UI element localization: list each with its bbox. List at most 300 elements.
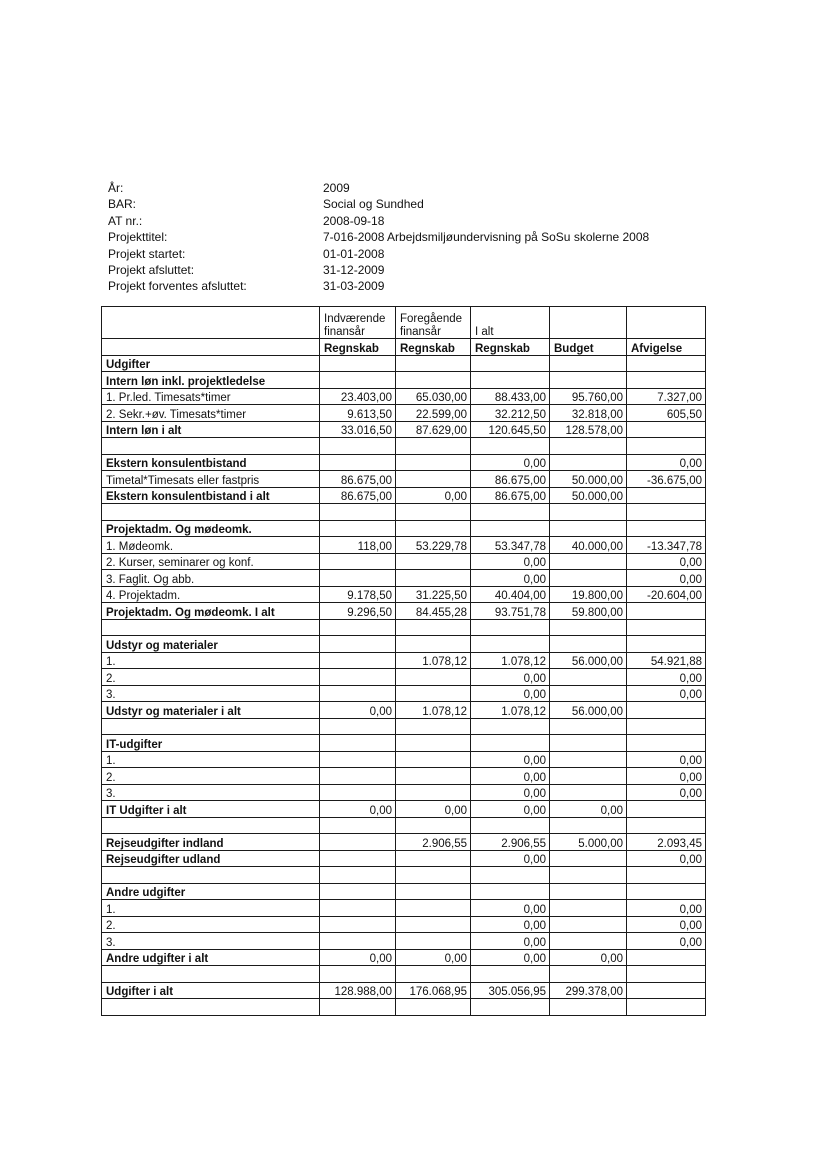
row-value-cell <box>396 718 471 735</box>
header-budget: Budget <box>550 339 627 356</box>
header-blank-afvigelse <box>627 307 706 339</box>
row-value-cell <box>550 784 627 801</box>
row-value-cell <box>550 735 627 752</box>
row-value-cell <box>396 933 471 950</box>
table-row <box>102 685 706 702</box>
table-row <box>102 487 706 504</box>
row-value-cell: 0,00 <box>627 751 706 768</box>
row-value-cell <box>396 916 471 933</box>
header-regnskab-2: Regnskab <box>396 339 471 356</box>
row-label: Udgifter <box>102 355 320 372</box>
row-value-cell: 0,00 <box>471 949 550 966</box>
row-value-cell: 40.404,00 <box>471 586 550 603</box>
row-value-cell <box>471 355 550 372</box>
row-value-cell: 88.433,00 <box>471 388 550 405</box>
header-foregaaende: Foregående finansår <box>396 307 471 339</box>
row-label: 2. <box>102 916 320 933</box>
row-value-cell: 95.760,00 <box>550 388 627 405</box>
row-label: IT Udgifter i alt <box>102 801 320 818</box>
row-value-cell <box>396 504 471 521</box>
row-value-cell <box>320 372 396 389</box>
row-value-cell <box>320 636 396 653</box>
table-row <box>102 768 706 785</box>
row-value-cell <box>396 454 471 471</box>
row-label: Andre udgifter i alt <box>102 949 320 966</box>
row-value-cell <box>627 801 706 818</box>
table-row <box>102 916 706 933</box>
header-indvaerende: Indværende finansår <box>320 307 396 339</box>
row-value-cell <box>471 718 550 735</box>
row-label: Ekstern konsulentbistand i alt <box>102 487 320 504</box>
row-label: Udstyr og materialer i alt <box>102 702 320 719</box>
row-value-cell <box>396 900 471 917</box>
afsluttet-value: 31-12-2009 <box>323 263 385 278</box>
table-row <box>102 504 706 521</box>
row-label: Intern løn i alt <box>102 421 320 438</box>
table-row <box>102 850 706 867</box>
row-value-cell: 32.818,00 <box>550 405 627 422</box>
row-label <box>102 966 320 983</box>
bar-value: Social og Sundhed <box>323 197 424 212</box>
table-row <box>102 405 706 422</box>
table-row <box>102 900 706 917</box>
row-label: Udstyr og materialer <box>102 636 320 653</box>
row-value-cell: 9.296,50 <box>320 603 396 620</box>
row-value-cell <box>627 372 706 389</box>
table-row <box>102 355 706 372</box>
row-value-cell <box>320 867 396 884</box>
row-value-cell: 50.000,00 <box>550 471 627 488</box>
row-value-cell: 0,00 <box>550 949 627 966</box>
row-value-cell <box>471 438 550 455</box>
row-value-cell: 65.030,00 <box>396 388 471 405</box>
table-row <box>102 834 706 851</box>
row-label: 3. <box>102 933 320 950</box>
row-value-cell <box>320 735 396 752</box>
atnr-label: AT nr.: <box>108 213 143 228</box>
row-value-cell <box>550 685 627 702</box>
row-value-cell <box>320 570 396 587</box>
row-value-cell: 605,50 <box>627 405 706 422</box>
table-row <box>102 537 706 554</box>
row-value-cell <box>320 784 396 801</box>
table-row <box>102 784 706 801</box>
row-value-cell <box>471 883 550 900</box>
row-value-cell: -20.604,00 <box>627 586 706 603</box>
row-value-cell <box>320 504 396 521</box>
row-value-cell: 31.225,50 <box>396 586 471 603</box>
row-label <box>102 999 320 1016</box>
row-value-cell <box>320 669 396 686</box>
row-value-cell <box>320 834 396 851</box>
row-value-cell: 0,00 <box>471 685 550 702</box>
header-blank-budget <box>550 307 627 339</box>
table-row <box>102 438 706 455</box>
forventes-label: Projekt forventes afsluttet: <box>108 279 247 294</box>
row-value-cell: 0,00 <box>627 553 706 570</box>
row-value-cell <box>396 438 471 455</box>
table-row <box>102 966 706 983</box>
row-value-cell <box>396 735 471 752</box>
row-label: Projektadm. Og mødeomk. <box>102 520 320 537</box>
row-value-cell <box>471 817 550 834</box>
row-value-cell <box>627 636 706 653</box>
row-value-cell: 299.378,00 <box>550 982 627 999</box>
row-value-cell: 86.675,00 <box>471 471 550 488</box>
row-value-cell <box>550 355 627 372</box>
row-label <box>102 867 320 884</box>
row-value-cell: 305.056,95 <box>471 982 550 999</box>
row-label: 1. <box>102 900 320 917</box>
row-value-cell <box>396 685 471 702</box>
row-value-cell <box>320 999 396 1016</box>
row-value-cell: 1.078,12 <box>396 652 471 669</box>
row-value-cell <box>320 850 396 867</box>
row-value-cell <box>550 817 627 834</box>
row-label: 1. Mødeomk. <box>102 537 320 554</box>
row-value-cell <box>320 768 396 785</box>
row-label <box>102 619 320 636</box>
row-value-cell <box>471 735 550 752</box>
row-label: 1. <box>102 751 320 768</box>
row-value-cell: 1.078,12 <box>471 652 550 669</box>
row-value-cell <box>627 883 706 900</box>
row-value-cell: 0,00 <box>471 916 550 933</box>
row-value-cell <box>550 883 627 900</box>
meta-row-startet <box>108 246 649 262</box>
row-label <box>102 438 320 455</box>
meta-row-bar <box>108 196 649 212</box>
row-value-cell: 0,00 <box>627 784 706 801</box>
header-regnskab-1: Regnskab <box>320 339 396 356</box>
row-value-cell <box>471 619 550 636</box>
row-value-cell: 19.800,00 <box>550 586 627 603</box>
row-value-cell: 93.751,78 <box>471 603 550 620</box>
row-value-cell: 0,00 <box>627 850 706 867</box>
row-value-cell: 2.906,55 <box>396 834 471 851</box>
row-value-cell: 0,00 <box>396 487 471 504</box>
row-value-cell: 40.000,00 <box>550 537 627 554</box>
header-blank-cell <box>102 307 320 339</box>
row-value-cell <box>550 570 627 587</box>
row-value-cell: 84.455,28 <box>396 603 471 620</box>
row-value-cell: 87.629,00 <box>396 421 471 438</box>
row-value-cell <box>320 438 396 455</box>
table-row <box>102 372 706 389</box>
row-label: 3. Faglit. Og abb. <box>102 570 320 587</box>
titel-value: 7-016-2008 Arbejdsmiljøundervisning på SoSu skolerne 2008 <box>323 230 650 245</box>
table-row <box>102 471 706 488</box>
table-row <box>102 652 706 669</box>
row-value-cell: 0,00 <box>471 784 550 801</box>
forventes-value: 31-03-2009 <box>323 279 385 294</box>
table-row <box>102 867 706 884</box>
row-value-cell <box>627 520 706 537</box>
table-row <box>102 982 706 999</box>
row-value-cell <box>396 999 471 1016</box>
row-value-cell: 0,00 <box>627 933 706 950</box>
row-value-cell <box>396 372 471 389</box>
row-value-cell: 118,00 <box>320 537 396 554</box>
row-value-cell: 0,00 <box>471 454 550 471</box>
row-value-cell <box>627 619 706 636</box>
row-value-cell: 59.800,00 <box>550 603 627 620</box>
row-label: Timetal*Timesats eller fastpris <box>102 471 320 488</box>
table-row <box>102 586 706 603</box>
row-value-cell <box>550 751 627 768</box>
table-row <box>102 603 706 620</box>
row-label: IT-udgifter <box>102 735 320 752</box>
row-value-cell <box>396 619 471 636</box>
row-label: Rejseudgifter indland <box>102 834 320 851</box>
bar-label: BAR: <box>108 197 137 212</box>
row-label: 2. <box>102 669 320 686</box>
row-label: 2. Sekr.+øv. Timesats*timer <box>102 405 320 422</box>
row-value-cell: 0,00 <box>471 751 550 768</box>
row-value-cell <box>320 454 396 471</box>
row-label: 1. <box>102 652 320 669</box>
row-value-cell: 0,00 <box>627 916 706 933</box>
table-row <box>102 636 706 653</box>
row-value-cell <box>627 702 706 719</box>
row-value-cell <box>627 735 706 752</box>
row-label: Andre udgifter <box>102 883 320 900</box>
row-value-cell <box>396 570 471 587</box>
row-value-cell: 0,00 <box>471 933 550 950</box>
row-value-cell <box>627 867 706 884</box>
table-row <box>102 883 706 900</box>
row-label: 2. Kurser, seminarer og konf. <box>102 553 320 570</box>
row-value-cell <box>320 883 396 900</box>
row-value-cell: 0,00 <box>320 949 396 966</box>
row-value-cell <box>471 966 550 983</box>
row-value-cell <box>320 817 396 834</box>
row-value-cell: 32.212,50 <box>471 405 550 422</box>
row-value-cell: 86.675,00 <box>471 487 550 504</box>
row-value-cell <box>627 603 706 620</box>
row-value-cell <box>550 867 627 884</box>
row-label: Rejseudgifter udland <box>102 850 320 867</box>
row-label: 3. <box>102 784 320 801</box>
table-row <box>102 421 706 438</box>
row-value-cell <box>320 966 396 983</box>
table-row <box>102 669 706 686</box>
row-value-cell: 0,00 <box>627 900 706 917</box>
header-blank-cell-2 <box>102 339 320 356</box>
table-row <box>102 619 706 636</box>
row-value-cell: 0,00 <box>627 669 706 686</box>
row-value-cell <box>471 520 550 537</box>
row-value-cell <box>320 900 396 917</box>
row-value-cell <box>396 520 471 537</box>
row-value-cell: 0,00 <box>396 949 471 966</box>
table-row <box>102 388 706 405</box>
ar-label: År: <box>108 181 124 195</box>
row-label: Udgifter i alt <box>102 982 320 999</box>
row-value-cell <box>320 718 396 735</box>
row-value-cell <box>320 619 396 636</box>
row-label: 4. Projektadm. <box>102 586 320 603</box>
startet-label: Projekt startet: <box>108 246 186 261</box>
row-value-cell: 54.921,88 <box>627 652 706 669</box>
meta-row-titel <box>108 229 649 245</box>
table-row <box>102 933 706 950</box>
row-value-cell <box>550 454 627 471</box>
row-value-cell: -13.347,78 <box>627 537 706 554</box>
table-row <box>102 718 706 735</box>
row-value-cell <box>627 817 706 834</box>
row-value-cell <box>627 421 706 438</box>
row-value-cell <box>396 768 471 785</box>
row-value-cell: 128.988,00 <box>320 982 396 999</box>
row-value-cell <box>396 966 471 983</box>
row-value-cell: -36.675,00 <box>627 471 706 488</box>
header-row-periods <box>102 307 706 339</box>
row-value-cell <box>396 355 471 372</box>
table-row <box>102 949 706 966</box>
row-value-cell: 0,00 <box>471 900 550 917</box>
row-value-cell: 0,00 <box>471 801 550 818</box>
table-row <box>102 553 706 570</box>
table-row <box>102 817 706 834</box>
row-label: 2. <box>102 768 320 785</box>
row-label <box>102 817 320 834</box>
row-value-cell: 56.000,00 <box>550 652 627 669</box>
row-value-cell: 53.229,78 <box>396 537 471 554</box>
row-value-cell <box>396 669 471 686</box>
row-value-cell <box>396 784 471 801</box>
row-value-cell: 2.093,45 <box>627 834 706 851</box>
row-value-cell <box>550 504 627 521</box>
row-value-cell: 0,00 <box>550 801 627 818</box>
meta-row-atnr <box>108 213 649 229</box>
row-value-cell <box>550 850 627 867</box>
row-value-cell <box>550 718 627 735</box>
row-value-cell: 0,00 <box>471 850 550 867</box>
row-value-cell: 1.078,12 <box>471 702 550 719</box>
row-value-cell <box>396 850 471 867</box>
row-value-cell <box>320 916 396 933</box>
header-afvigelse: Afvigelse <box>627 339 706 356</box>
row-value-cell <box>471 504 550 521</box>
row-value-cell <box>627 949 706 966</box>
atnr-value: 2008-09-18 <box>323 213 385 228</box>
row-value-cell: 0,00 <box>471 768 550 785</box>
row-value-cell: 9.178,50 <box>320 586 396 603</box>
row-value-cell <box>550 768 627 785</box>
row-value-cell: 120.645,50 <box>471 421 550 438</box>
row-label: Projektadm. Og mødeomk. I alt <box>102 603 320 620</box>
table-row <box>102 801 706 818</box>
row-value-cell <box>550 619 627 636</box>
row-value-cell: 23.403,00 <box>320 388 396 405</box>
row-value-cell <box>627 999 706 1016</box>
row-value-cell <box>627 504 706 521</box>
row-value-cell <box>320 520 396 537</box>
row-value-cell <box>550 553 627 570</box>
row-value-cell <box>550 669 627 686</box>
row-value-cell <box>550 438 627 455</box>
row-value-cell: 0,00 <box>627 454 706 471</box>
row-value-cell <box>550 900 627 917</box>
row-value-cell <box>550 636 627 653</box>
row-value-cell <box>550 999 627 1016</box>
table-row <box>102 520 706 537</box>
row-value-cell <box>396 751 471 768</box>
row-value-cell: 86.675,00 <box>320 471 396 488</box>
meta-row-ar <box>108 180 649 196</box>
row-value-cell: 0,00 <box>471 570 550 587</box>
row-value-cell <box>320 652 396 669</box>
row-value-cell <box>627 966 706 983</box>
row-value-cell <box>396 883 471 900</box>
row-value-cell: 33.016,50 <box>320 421 396 438</box>
row-value-cell: 86.675,00 <box>320 487 396 504</box>
row-value-cell <box>550 966 627 983</box>
header-row-types <box>102 339 706 356</box>
table-row <box>102 570 706 587</box>
row-value-cell: 0,00 <box>471 669 550 686</box>
row-value-cell <box>396 867 471 884</box>
row-value-cell <box>627 982 706 999</box>
row-value-cell: 0,00 <box>320 702 396 719</box>
row-value-cell: 128.578,00 <box>550 421 627 438</box>
row-value-cell: 5.000,00 <box>550 834 627 851</box>
row-value-cell: 22.599,00 <box>396 405 471 422</box>
table-row <box>102 702 706 719</box>
row-value-cell: 0,00 <box>627 570 706 587</box>
table-row <box>102 735 706 752</box>
row-value-cell <box>627 487 706 504</box>
row-value-cell: 0,00 <box>627 768 706 785</box>
row-value-cell <box>471 999 550 1016</box>
table-row <box>102 751 706 768</box>
row-value-cell <box>471 372 550 389</box>
table-body <box>102 307 706 1016</box>
row-value-cell <box>320 933 396 950</box>
row-value-cell <box>550 520 627 537</box>
row-value-cell <box>627 355 706 372</box>
financial-table <box>101 306 706 1016</box>
meta-row-afsluttet <box>108 262 649 278</box>
row-value-cell <box>396 553 471 570</box>
table-row <box>102 454 706 471</box>
table-row <box>102 999 706 1016</box>
afsluttet-label: Projekt afsluttet: <box>108 263 195 278</box>
row-value-cell <box>320 553 396 570</box>
row-label <box>102 504 320 521</box>
row-value-cell <box>550 933 627 950</box>
row-value-cell <box>471 636 550 653</box>
row-label <box>102 718 320 735</box>
row-value-cell: 9.613,50 <box>320 405 396 422</box>
row-value-cell: 0,00 <box>396 801 471 818</box>
row-value-cell <box>320 751 396 768</box>
header-regnskab-3: Regnskab <box>471 339 550 356</box>
row-value-cell: 2.906,55 <box>471 834 550 851</box>
row-label: Ekstern konsulentbistand <box>102 454 320 471</box>
row-value-cell <box>396 817 471 834</box>
header-ialt: I alt <box>471 307 550 339</box>
meta-row-forventes <box>108 278 649 294</box>
row-value-cell: 7.327,00 <box>627 388 706 405</box>
row-value-cell: 53.347,78 <box>471 537 550 554</box>
row-value-cell <box>550 372 627 389</box>
row-label: Intern løn inkl. projektledelse <box>102 372 320 389</box>
startet-value: 01-01-2008 <box>323 246 385 261</box>
titel-label: Projekttitel: <box>108 230 168 245</box>
row-value-cell <box>396 471 471 488</box>
